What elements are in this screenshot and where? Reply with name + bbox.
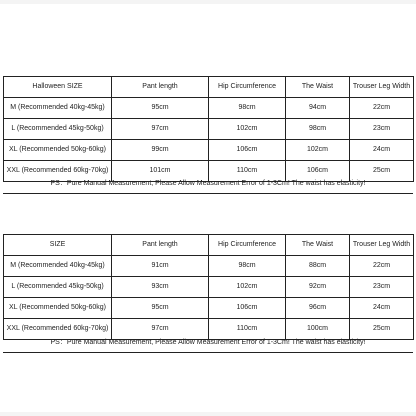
bottom-edge	[0, 412, 416, 416]
leg-width-cell: 25cm	[350, 161, 414, 182]
header-waist: The Waist	[286, 235, 350, 256]
hip-cell: 98cm	[209, 98, 286, 119]
leg-width-cell: 23cm	[350, 277, 414, 298]
leg-width-cell: 24cm	[350, 140, 414, 161]
pant-length-cell: 95cm	[112, 98, 209, 119]
hip-cell: 106cm	[209, 298, 286, 319]
size-table	[3, 76, 414, 182]
header-leg-width: Trouser Leg Width	[350, 235, 414, 256]
size-cell: L (Recommended 45kg-50kg)	[4, 119, 112, 140]
size-cell: XXL (Recommended 60kg-70kg)	[4, 161, 112, 182]
header-pant-length: Pant length	[112, 235, 209, 256]
size-cell: M (Recommended 40kg-45kg)	[4, 98, 112, 119]
hip-cell: 110cm	[209, 161, 286, 182]
table-header-row	[4, 77, 414, 98]
hip-cell: 102cm	[209, 119, 286, 140]
table-row	[4, 256, 414, 277]
hip-cell: 110cm	[209, 319, 286, 340]
waist-cell: 106cm	[286, 161, 350, 182]
hip-cell: 106cm	[209, 140, 286, 161]
pant-length-cell: 91cm	[112, 256, 209, 277]
leg-width-cell: 25cm	[350, 319, 414, 340]
top-edge	[0, 0, 416, 4]
table-row	[4, 298, 414, 319]
size-cell: L (Recommended 45kg-50kg)	[4, 277, 112, 298]
header-hip-circumference: Hip Circumference	[209, 77, 286, 98]
pant-length-cell: 93cm	[112, 277, 209, 298]
table-row	[4, 119, 414, 140]
header-waist: The Waist	[286, 77, 350, 98]
waist-cell: 98cm	[286, 119, 350, 140]
size-cell: XXL (Recommended 60kg-70kg)	[4, 319, 112, 340]
header-pant-length: Pant length	[112, 77, 209, 98]
leg-width-cell: 22cm	[350, 256, 414, 277]
table-header-row	[4, 235, 414, 256]
size-table	[3, 234, 414, 340]
size-cell: XL (Recommended 50kg-60kg)	[4, 298, 112, 319]
header-leg-width: Trouser Leg Width	[350, 77, 414, 98]
pant-length-cell: 97cm	[112, 319, 209, 340]
table-row	[4, 98, 414, 119]
measurement-note: PS：Pure Manual Measurement, Please Allow Measurement Error of 1-3Cm! The waist has elasticity!	[3, 174, 413, 194]
header-hip-circumference: Hip Circumference	[209, 235, 286, 256]
waist-cell: 92cm	[286, 277, 350, 298]
pant-length-cell: 101cm	[112, 161, 209, 182]
waist-cell: 102cm	[286, 140, 350, 161]
measurement-note: PS：Pure Manual Measurement, Please Allow Measurement Error of 1-3Cm! The waist has elasticity!	[3, 333, 413, 353]
hip-cell: 102cm	[209, 277, 286, 298]
pant-length-cell: 99cm	[112, 140, 209, 161]
pant-length-cell: 97cm	[112, 119, 209, 140]
waist-cell: 100cm	[286, 319, 350, 340]
leg-width-cell: 23cm	[350, 119, 414, 140]
pant-length-cell: 95cm	[112, 298, 209, 319]
hip-cell: 98cm	[209, 256, 286, 277]
leg-width-cell: 22cm	[350, 98, 414, 119]
waist-cell: 88cm	[286, 256, 350, 277]
table-row	[4, 277, 414, 298]
size-cell: XL (Recommended 50kg-60kg)	[4, 140, 112, 161]
header-size: SIZE	[4, 235, 112, 256]
table-row	[4, 140, 414, 161]
leg-width-cell: 24cm	[350, 298, 414, 319]
waist-cell: 96cm	[286, 298, 350, 319]
size-cell: M (Recommended 40kg-45kg)	[4, 256, 112, 277]
waist-cell: 94cm	[286, 98, 350, 119]
header-size: Halloween SIZE	[4, 77, 112, 98]
